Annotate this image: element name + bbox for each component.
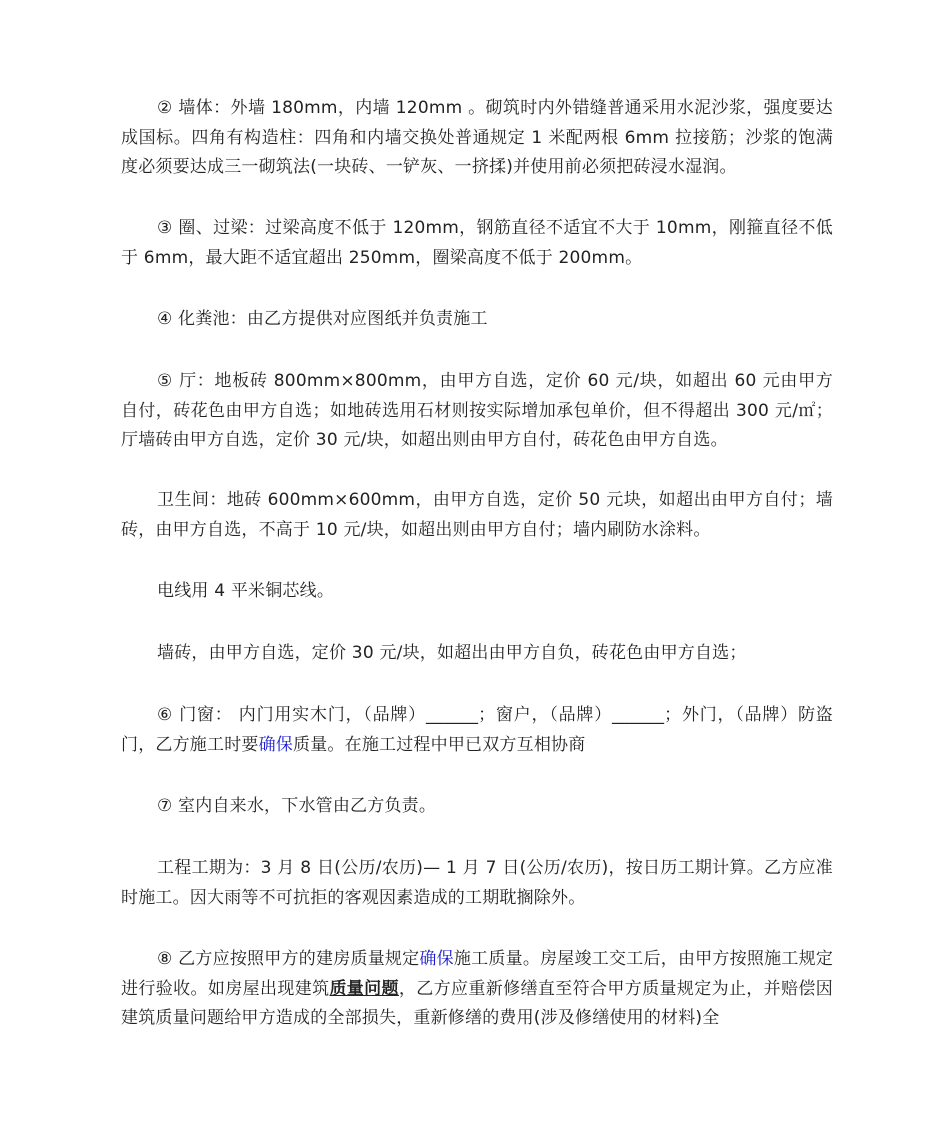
quality-problem-term[interactable]: 质量问题 — [329, 978, 399, 999]
paragraph-quality — [121, 945, 833, 1034]
paragraph-plumbing: ⑦ 室内自来水，下水管由乙方负责。 — [157, 796, 437, 816]
link-ensure[interactable]: 确保 — [419, 949, 454, 969]
paragraph-wall: ② 墙体：外墙 180mm，内墙 120mm 。砌筑时内外错缝普通采用水泥沙浆，强度要达成国标。四角有构造柱：四角和内墙交换处普通规定 1 米配两根 6mm 拉接筋；沙浆的饱满度必须要达成三一砌筑法(一块砖、一铲灰、一挤揉)并使用前必须把砖浸水湿润。 — [121, 98, 833, 177]
paragraph-text: 质量。在施工过程中甲已双方互相协商 — [293, 734, 586, 755]
paragraph-bathroom: 卫生间：地砖 600mm×600mm，由甲方自选，定价 50 元块，如超出由甲方自付；墙砖，由甲方自选，不高于 10 元/块，如超出则由甲方自付；墙内刷防水涂料。 — [121, 490, 833, 540]
paragraph-text: 施工质量。房屋竣工交工后，由甲方按照施工规定进行验收。如房屋出现建筑 — [121, 949, 834, 999]
paragraph-septic-tank: ④ 化粪池：由乙方提供对应图纸并负责施工 — [157, 309, 488, 329]
link-ensure[interactable]: 确保 — [258, 734, 294, 755]
paragraph-doors-windows — [121, 701, 833, 760]
paragraph-beam: ③ 圈、过梁：过梁高度不低于 120mm，钢筋直径不适宜不大于 10mm，刚箍直径不低于 6mm，最大距不适宜超出 250mm，圈梁高度不低于 200mm。 — [121, 218, 833, 268]
paragraph-wiring: 电线用 4 平米铜芯线。 — [157, 581, 335, 601]
paragraph-text: ⑥ 门窗： 内门用实木门，（品牌）______；窗户，（品牌）______；外门，（品牌）防盗门，乙方施工时要 — [121, 705, 833, 755]
paragraph-text: ⑧ 乙方应按照甲方的建房质量规定 — [157, 949, 420, 969]
paragraph-hall: ⑤ 厅：地板砖 800mm×800mm，由甲方自选，定价 60 元/块，如超出 60 元由甲方自付，砖花色由甲方自选；如地砖选用石材则按实际增加承包单价，但不得超出 300 元/㎡；厅墙砖由甲方自选，定价 30 元/块，如超出则由甲方自付，砖花色由甲方自选。 — [121, 371, 833, 450]
paragraph-schedule: 工程工期为：3 月 8 日(公历/农历)— 1 月 7 日(公历/农历)，按日历工期计算。乙方应准时施工。因大雨等不可抗拒的客观因素造成的工期耽搁除外。 — [121, 858, 833, 908]
paragraph-wall-tiles: 墙砖，由甲方自选，定价 30 元/块，如超出由甲方自负，砖花色由甲方自选； — [157, 643, 747, 663]
paragraph-text: ，乙方应重新修缮直至符合甲方质量规定为止，并赔偿因建筑质量问题给甲方造成的全部损失，重新修缮的费用(涉及修缮使用的材料)全 — [121, 978, 833, 1028]
